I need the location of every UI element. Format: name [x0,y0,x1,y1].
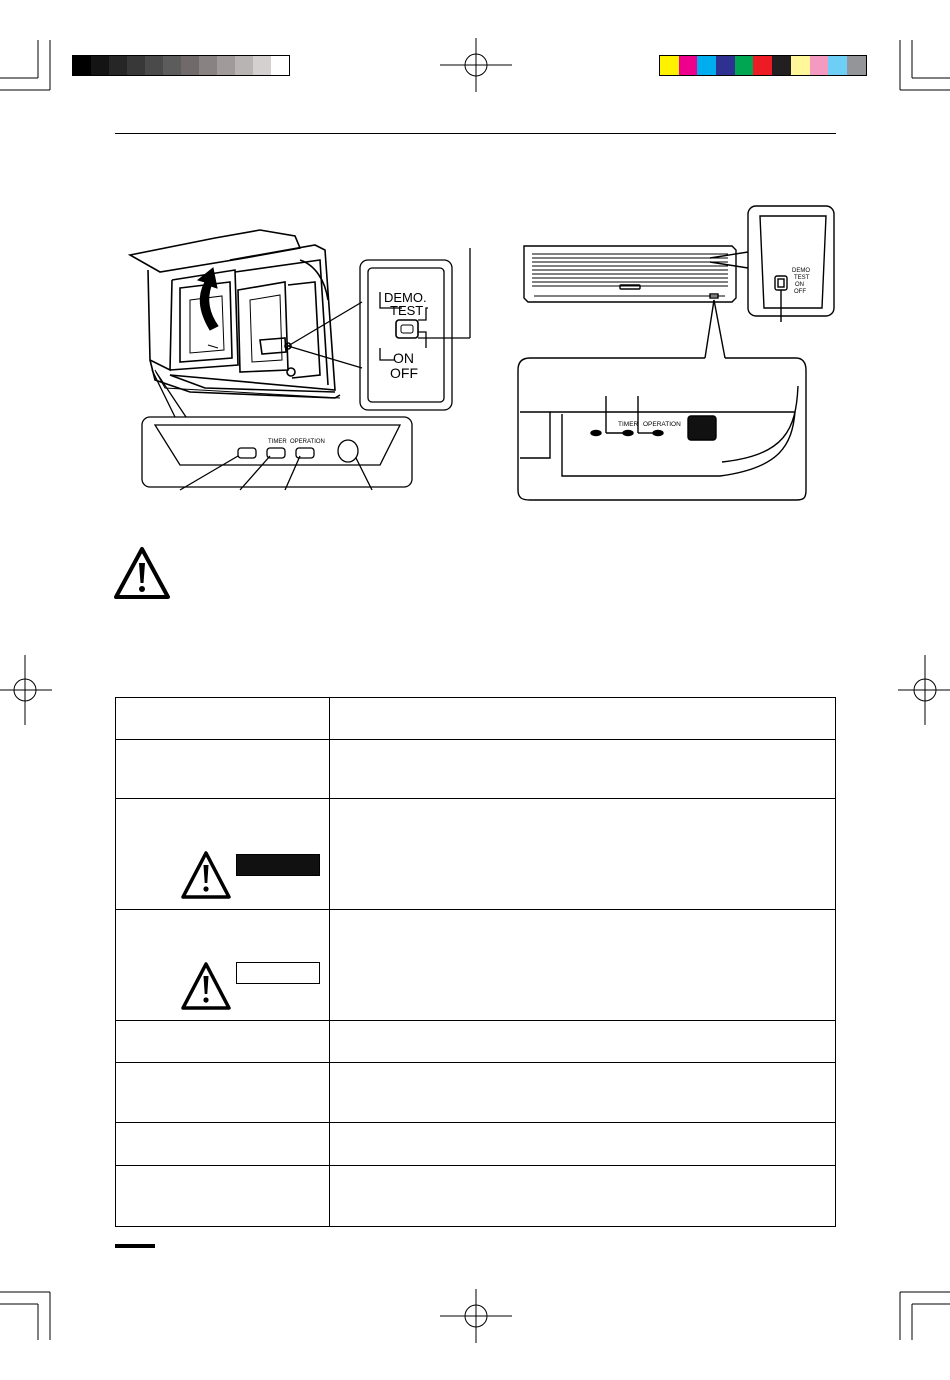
table-row [116,1063,836,1123]
color-swatch [697,56,716,75]
gray-swatch [199,56,217,75]
warning-triangle-icon [180,960,232,1012]
gray-swatch [235,56,253,75]
left-switch-label-test: TEST [390,303,424,318]
table-cell [330,740,836,799]
table-row [116,1021,836,1063]
right-panel-timer-label: TIMER [618,421,639,428]
right-panel-operation-label: OPERATION [643,421,681,428]
gray-swatch [73,56,91,75]
table-cell [330,1123,836,1166]
color-swatch [791,56,810,75]
table-cell [116,740,330,799]
left-panel-operation-label: OPERATION [290,439,325,445]
table-cell [330,1063,836,1123]
right-switch-label-on: ON [795,282,804,288]
color-swatch [847,56,866,75]
gray-swatch [127,56,145,75]
table-row [116,1123,836,1166]
gray-swatch [91,56,109,75]
indoor-unit-closed-illustration [510,200,840,510]
color-swatch [679,56,698,75]
gray-swatch [145,56,163,75]
table-row [116,1166,836,1227]
left-switch-label-on: ON [393,350,414,366]
table-cell [330,1166,836,1227]
color-swatch [753,56,772,75]
gray-swatch [271,56,289,75]
gray-swatch [253,56,271,75]
table-cell [330,698,836,740]
warning-triangle-icon [180,849,232,901]
page-number-bar [115,1244,155,1248]
color-swatch [772,56,791,75]
table-cell [116,1063,330,1123]
gray-swatch [163,56,181,75]
color-swatch [810,56,829,75]
table-row [116,740,836,799]
color-swatch [735,56,754,75]
table-cell [116,910,330,1021]
table-row [116,799,836,910]
table-cell [116,799,330,910]
table-row [116,910,836,1021]
table-cell [116,1021,330,1063]
table-row [116,698,836,740]
color-calibration-bar [659,55,867,76]
header-rule [115,133,836,134]
table-cell [330,799,836,910]
color-swatch [660,56,679,75]
left-switch-label-off: OFF [390,365,418,381]
color-swatch [716,56,735,75]
warning-triangle-icon [112,545,172,601]
spec-table [115,697,836,1227]
caution-label-badge [236,962,320,984]
table-cell [116,1123,330,1166]
gray-swatch [217,56,235,75]
gray-swatch [181,56,199,75]
right-switch-label-test: TEST [794,275,810,281]
table-cell [330,910,836,1021]
left-panel-timer-label: TIMER [268,439,287,445]
left-switch-label-demo: DEMO. [384,290,427,305]
table-cell [116,698,330,740]
right-switch-label-off: OFF [794,289,806,295]
color-swatch [828,56,847,75]
right-switch-label-demo: DEMO [792,268,810,274]
table-cell [116,1166,330,1227]
indoor-unit-open-illustration [110,220,530,520]
grayscale-calibration-bar [72,55,290,76]
gray-swatch [109,56,127,75]
table-cell [330,1021,836,1063]
warning-label-badge [236,854,320,876]
